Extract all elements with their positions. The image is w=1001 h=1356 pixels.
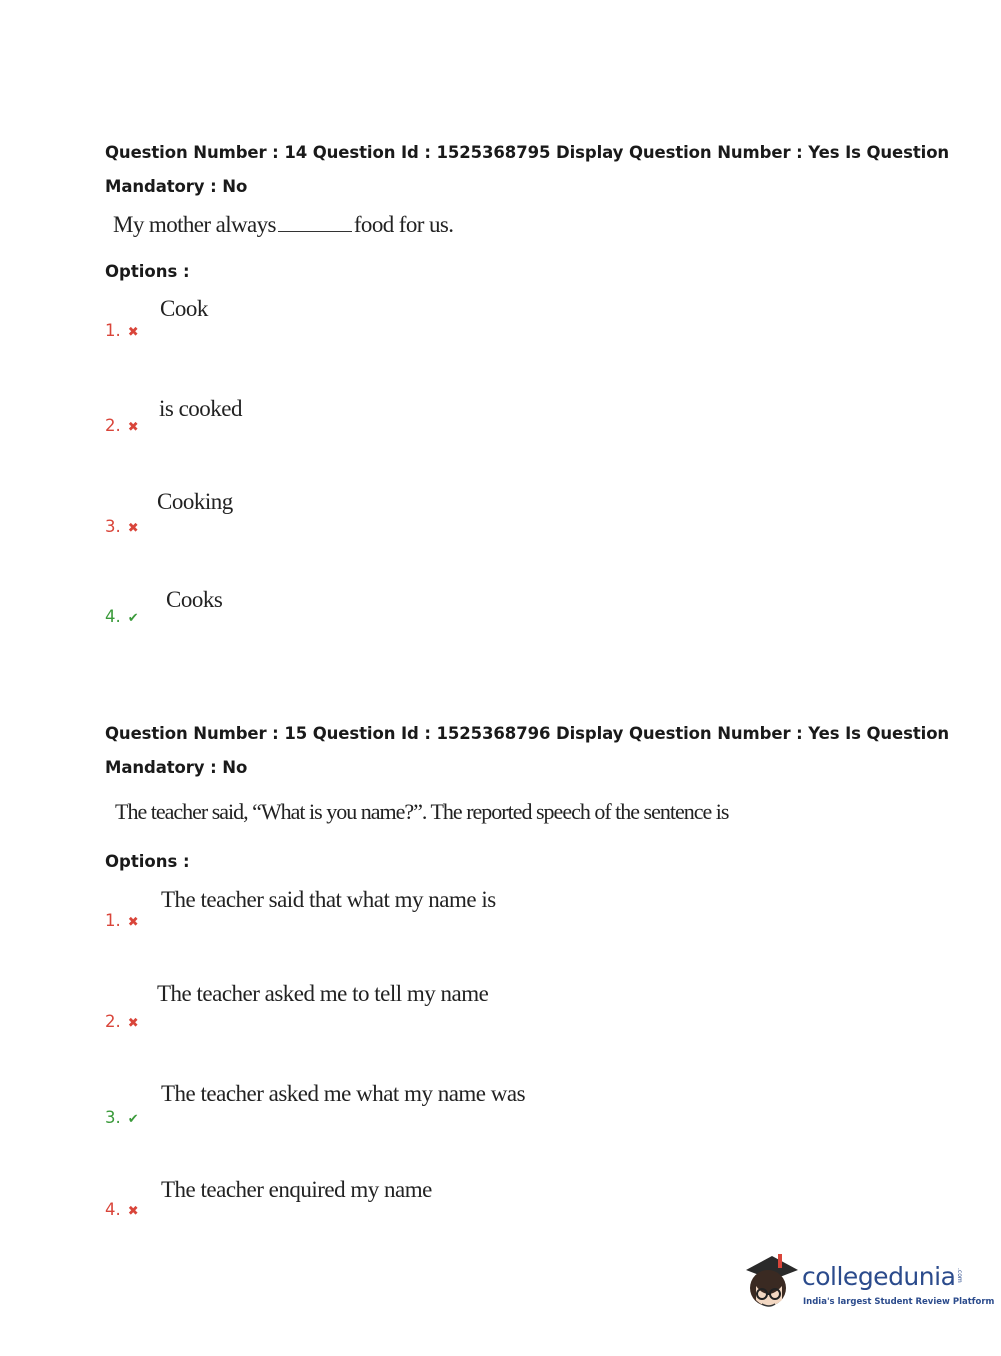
question-14-text-before: My mother always — [113, 212, 276, 237]
option-text: Cook — [160, 296, 208, 321]
wrong-mark-icon: ✖ — [127, 1204, 139, 1219]
question-14-meta-line2: Mandatory : No — [105, 177, 248, 196]
options-label: Options : — [105, 852, 190, 871]
option-text: The teacher enquired my name — [161, 1177, 432, 1202]
collegedunia-logo — [742, 1250, 995, 1320]
question-15-text: The teacher said, “What is you name?”. The reported speech of the sentence is — [115, 799, 729, 824]
logo-wordmark: collegedunia — [802, 1262, 956, 1291]
option-number: 4. ✖ — [105, 1200, 139, 1219]
option-number: 4. ✔ — [105, 607, 139, 626]
wrong-mark-icon: ✖ — [127, 1016, 139, 1031]
correct-check-icon: ✔ — [127, 1112, 139, 1127]
question-15-meta-line1: Question Number : 15 Question Id : 1525368796 Display Question Number : Yes Is Question — [105, 724, 950, 743]
option-number: 2. ✖ — [105, 416, 139, 435]
mascot-icon — [742, 1250, 802, 1320]
options-label: Options : — [105, 262, 190, 281]
question-14-text — [113, 212, 453, 238]
option-number: 3. ✖ — [105, 517, 139, 536]
question-14-meta-line1: Question Number : 14 Question Id : 1525368795 Display Question Number : Yes Is Question — [105, 143, 950, 162]
question-14-text-after: food for us. — [353, 212, 454, 237]
logo-suffix: .com — [956, 1268, 963, 1283]
logo-tagline: India's largest Student Review Platform — [803, 1297, 995, 1307]
option-number: 3. ✔ — [105, 1108, 139, 1127]
option-text: is cooked — [159, 396, 243, 421]
question-15-meta-line2: Mandatory : No — [105, 758, 248, 777]
wrong-mark-icon: ✖ — [127, 521, 139, 536]
wrong-mark-icon: ✖ — [127, 420, 139, 435]
option-text: The teacher asked me to tell my name — [157, 981, 489, 1006]
wrong-mark-icon: ✖ — [127, 915, 139, 930]
correct-check-icon: ✔ — [127, 611, 139, 626]
fill-in-blank — [278, 213, 352, 232]
option-text: The teacher asked me what my name was — [161, 1081, 526, 1106]
option-number: 1. ✖ — [105, 911, 139, 930]
option-text: Cooks — [166, 587, 223, 612]
option-number: 1. ✖ — [105, 321, 139, 340]
option-number: 2. ✖ — [105, 1012, 139, 1031]
option-text: The teacher said that what my name is — [161, 887, 496, 912]
wrong-mark-icon: ✖ — [127, 325, 139, 340]
option-text: Cooking — [157, 489, 233, 514]
